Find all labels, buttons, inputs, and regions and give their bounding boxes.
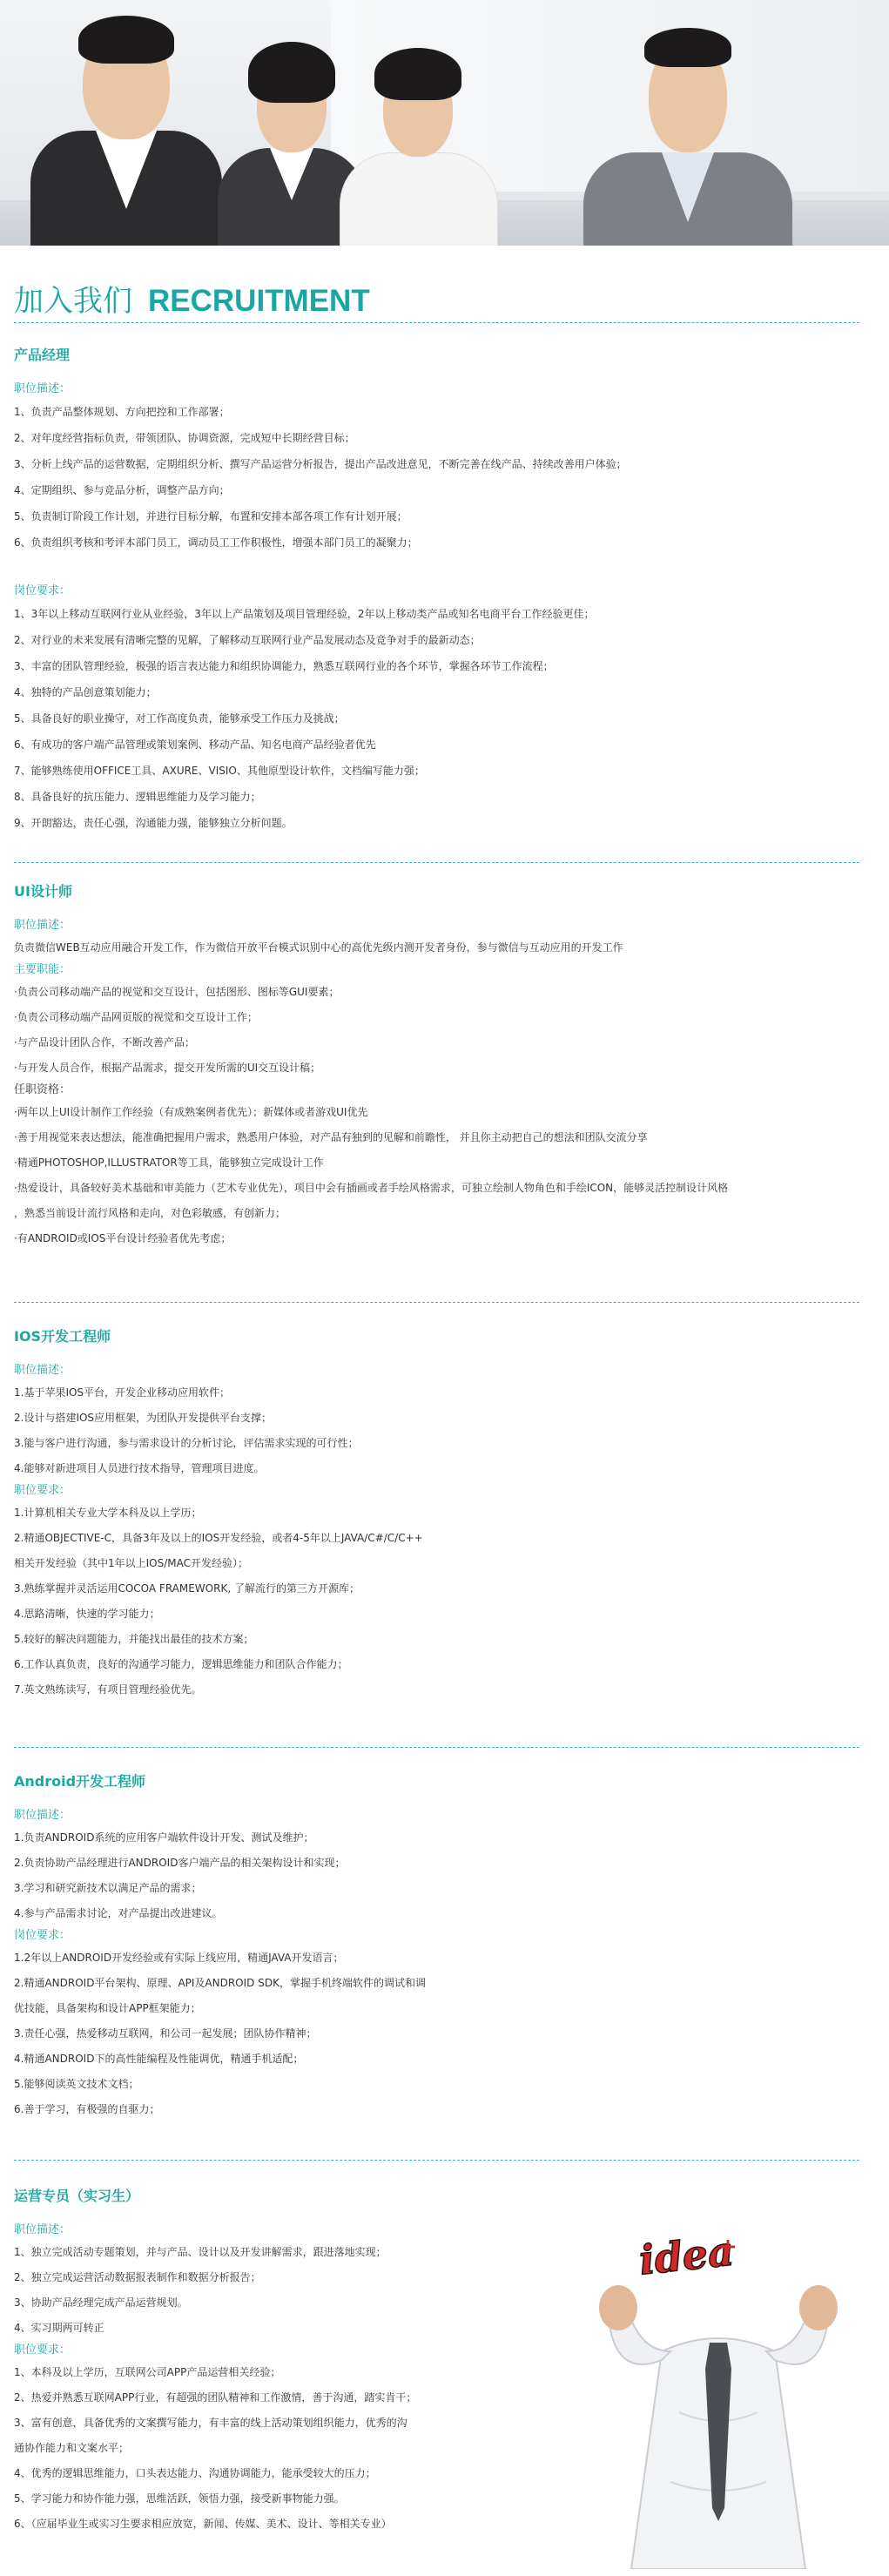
list-item: ·负责公司移动端产品的视觉和交互设计，包括图形、图标等GUI要素；: [14, 986, 340, 998]
list-item: 3、富有创意，具备优秀的文案撰写能力，有丰富的线上活动策划组织能力，优秀的沟: [14, 2417, 407, 2429]
list-item: 4.精通ANDROID下的高性能编程及性能调优，精通手机适配；: [14, 2053, 304, 2065]
section-divider: [14, 862, 859, 863]
right-fist: [799, 2285, 838, 2330]
job-section-android-engineer: [14, 1771, 867, 2122]
idea-man-illustration: [557, 2221, 879, 2569]
list-item: 3.熟练掌握并灵活运用COCOA FRAMEWORK, 了解流行的第三方开源库；: [14, 1582, 360, 1595]
list-item: 2、独立完成运营活动数据报表制作和数据分析报告；: [14, 2271, 261, 2283]
list-item: 1.基于苹果IOS平台，开发企业移动应用软件；: [14, 1386, 231, 1399]
list-item: 6、（应届毕业生或实习生要求相应放宽，新闻、传媒、美术、设计、等相关专业）: [14, 2518, 392, 2530]
job-title: Android开发工程师: [14, 1773, 146, 1790]
list-item: 5.较好的解决问题能力，并能找出最佳的技术方案；: [14, 1633, 254, 1645]
section-heading: 任职资格：: [14, 1083, 71, 1096]
job-section-product-manager: [14, 345, 867, 836]
section-heading: 职位描述：: [14, 382, 71, 395]
section-heading: 职位要求：: [14, 1484, 71, 1497]
person-man-left: [26, 0, 226, 246]
page-title-cn: 加入我们: [14, 284, 132, 319]
list-item: 2、对年度经营指标负责，带领团队、协调资源，完成短中长期经营目标；: [14, 432, 355, 444]
list-item: ·与开发人员合作，根据产品需求，提交开发所需的UI交互设计稿；: [14, 1062, 321, 1074]
list-item: 6、有成功的客户端产品管理或策划案例、移动产品、知名电商产品经验者优先: [14, 738, 376, 751]
section-heading: 主要职能：: [14, 963, 71, 976]
section-heading: 职位描述：: [14, 2223, 71, 2236]
list-item: 1.负责ANDROID系统的应用客户端软件设计开发、测试及维护；: [14, 1831, 314, 1844]
job-title: UI设计师: [14, 883, 72, 900]
section-heading: 职位描述：: [14, 919, 71, 932]
list-item: ·两年以上UI设计制作工作经验（有成熟案例者优先）；新媒体或者游戏UI优先: [14, 1106, 368, 1118]
list-item: 3.责任心强，热爱移动互联网，和公司一起发展；团队协作精神；: [14, 2027, 317, 2040]
idea-lettering: [636, 2228, 736, 2284]
section-heading: 岗位要求：: [14, 584, 71, 597]
list-item: 5、学习能力和协作能力强，思维活跃，领悟力强，接受新事物能力强。: [14, 2492, 345, 2505]
list-item: 4、优秀的逻辑思维能力，口头表达能力、沟通协调能力，能承受较大的压力；: [14, 2467, 376, 2479]
list-item: 3、丰富的团队管理经验，极强的语言表达能力和组织协调能力，熟悉互联网行业的各个环节，掌握各环节工作流程；: [14, 660, 554, 672]
list-item: ·与产品设计团队合作，不断改善产品；: [14, 1036, 195, 1049]
list-item: 通协作能力和文案水平；: [14, 2442, 130, 2454]
list-item: 6.工作认真负责，良好的沟通学习能力，逻辑思维能力和团队合作能力；: [14, 1658, 348, 1670]
left-fist: [599, 2285, 637, 2330]
list-item: 2.精通OBJECTIVE-C，具备3年及以上的IOS开发经验，或者4-5年以上JAVA/C#/C/C++: [14, 1532, 423, 1544]
banner-photo: [0, 0, 889, 246]
list-item: 7.英文熟练读写，有项目管理经验优先。: [14, 1683, 202, 1696]
job-section-ios-engineer: [14, 1326, 867, 1703]
list-item: 2.负责协助产品经理进行ANDROID客户端产品的相关架构设计和实现；: [14, 1857, 346, 1869]
section-heading: 职位描述：: [14, 1364, 71, 1377]
list-item: 1、独立完成活动专题策划，并与产品、设计以及开发讲解需求，跟进落地实现；: [14, 2246, 387, 2258]
list-item: 4、定期组织、参与竞品分析，调整产品方向；: [14, 484, 230, 496]
list-item: 2.设计与搭建IOS应用框架，为团队开发提供平台支撑；: [14, 1412, 273, 1424]
list-item: 4.参与产品需求讨论，对产品提出改进建议。: [14, 1907, 223, 1919]
list-item: 9、开朗豁达，责任心强，沟通能力强，能够独立分析问题。: [14, 817, 293, 829]
list-item: ·热爱设计，具备较好美术基础和审美能力（艺术专业优先），项目中会有插画或者手绘风格需求，可独立绘制人物角色和手绘ICON，能够灵活控制设计风格: [14, 1182, 729, 1194]
list-item: 8、具备良好的抗压能力、逻辑思维能力及学习能力；: [14, 791, 261, 803]
list-item: 1、3年以上移动互联网行业从业经验，3年以上产品策划及项目管理经验，2年以上移动类产品或知名电商平台工作经验更佳；: [14, 608, 595, 620]
list-item: 2、热爱并熟悉互联网APP行业，有超强的团队精神和工作激情，善于沟通，踏实肯干；: [14, 2391, 417, 2404]
list-item: 4、独特的产品创意策划能力；: [14, 686, 157, 698]
job-title: 运营专员（实习生）: [14, 2188, 140, 2204]
section-heading: 职位要求：: [14, 2343, 71, 2357]
list-item: 3、协助产品经理完成产品运营规划。: [14, 2296, 188, 2309]
list-item: 4、实习期两可转正: [14, 2322, 104, 2334]
list-item: 1.计算机相关专业大学本科及以上学历；: [14, 1507, 202, 1519]
list-item: 6.善于学习，有极强的自驱力；: [14, 2103, 160, 2115]
list-item: 1.2年以上ANDROID开发经验或有实际上线应用，精通JAVA开发语言；: [14, 1952, 344, 1964]
list-item: ，熟悉当前设计流行风格和走向，对色彩敏感，有创新力；: [14, 1207, 286, 1219]
list-item: 5、具备良好的职业操守，对工作高度负责，能够承受工作压力及挑战；: [14, 712, 345, 725]
list-item: 1、本科及以上学历，互联网公司APP产品运营相关经验；: [14, 2366, 281, 2378]
person-woman-2: [331, 0, 505, 246]
job-title: 产品经理: [14, 347, 71, 363]
section-divider: [14, 1747, 859, 1748]
list-item: 7、能够熟练使用OFFICE工具、AXURE、VISIO、其他原型设计软件，文档编写能力强；: [14, 765, 425, 777]
job-section-ui-designer: [14, 881, 867, 1251]
person-man-right: [575, 0, 801, 246]
section-divider: [14, 1302, 859, 1303]
list-item: 3、分析上线产品的运营数据，定期组织分析、撰写产品运营分析报告，提出产品改进意见，不断完善在线产品、持续改善用户体验；: [14, 458, 627, 470]
list-item: ·负责公司移动端产品网页版的视觉和交互设计工作；: [14, 1011, 258, 1023]
idea-man-svg: [557, 2221, 879, 2569]
idea-text: idea: [636, 2227, 737, 2284]
page-title: [14, 277, 370, 320]
list-item: ·有ANDROID或IOS平台设计经验者优先考虑；: [14, 1232, 232, 1244]
list-item: 优技能，具备架构和设计APP框架能力；: [14, 2002, 201, 2014]
list-item: 负责微信WEB互动应用融合开发工作，作为微信开放平台模式识别中心的高优先级内测开发者身份，参与微信与互动应用的开发工作: [14, 941, 623, 954]
list-item: 5.能够阅读英文技术文档；: [14, 2078, 139, 2090]
title-divider: [14, 322, 859, 323]
list-item: ·精通PHOTOSHOP,ILLUSTRATOR等工具，能够独立完成设计工作: [14, 1157, 324, 1169]
list-item: 4.能够对新进项目人员进行技术指导，管理项目进度。: [14, 1462, 265, 1474]
section-divider: [14, 2160, 859, 2161]
list-item: 2、对行业的未来发展有清晰完整的见解，了解移动互联网行业产品发展动态及竞争对手的最新动态；: [14, 634, 481, 646]
list-item: 1、负责产品整体规划、方向把控和工作部署；: [14, 406, 230, 418]
list-item: 相关开发经验（其中1年以上IOS/MAC开发经验）；: [14, 1557, 249, 1569]
section-heading: 岗位要求：: [14, 1929, 71, 1942]
list-item: 4.思路清晰，快速的学习能力；: [14, 1608, 160, 1620]
list-item: 5、负责制订阶段工作计划，并进行目标分解，布置和安排本部各项工作有计划开展；: [14, 510, 407, 523]
page-title-en: RECRUITMENT: [148, 284, 370, 318]
list-item: ·善于用视觉来表达想法，能准确把握用户需求，熟悉用户体验，对产品有独到的见解和前瞻性， 并且你主动把自己的想法和团队交流分享: [14, 1131, 648, 1143]
job-title: IOS开发工程师: [14, 1328, 111, 1345]
list-item: 6、负责组织考核和考评本部门员工，调动员工工作积极性，增强本部门员工的凝聚力；: [14, 536, 418, 549]
section-heading: 职位描述：: [14, 1809, 71, 1822]
list-item: 3.学习和研究新技术以满足产品的需求；: [14, 1882, 202, 1894]
list-item: 3.能与客户进行沟通，参与需求设计的分析讨论，评估需求实现的可行性；: [14, 1437, 359, 1449]
list-item: 2.精通ANDROID平台架构、原理、API及ANDROID SDK，掌握手机终端软件的调试和调: [14, 1977, 426, 1989]
